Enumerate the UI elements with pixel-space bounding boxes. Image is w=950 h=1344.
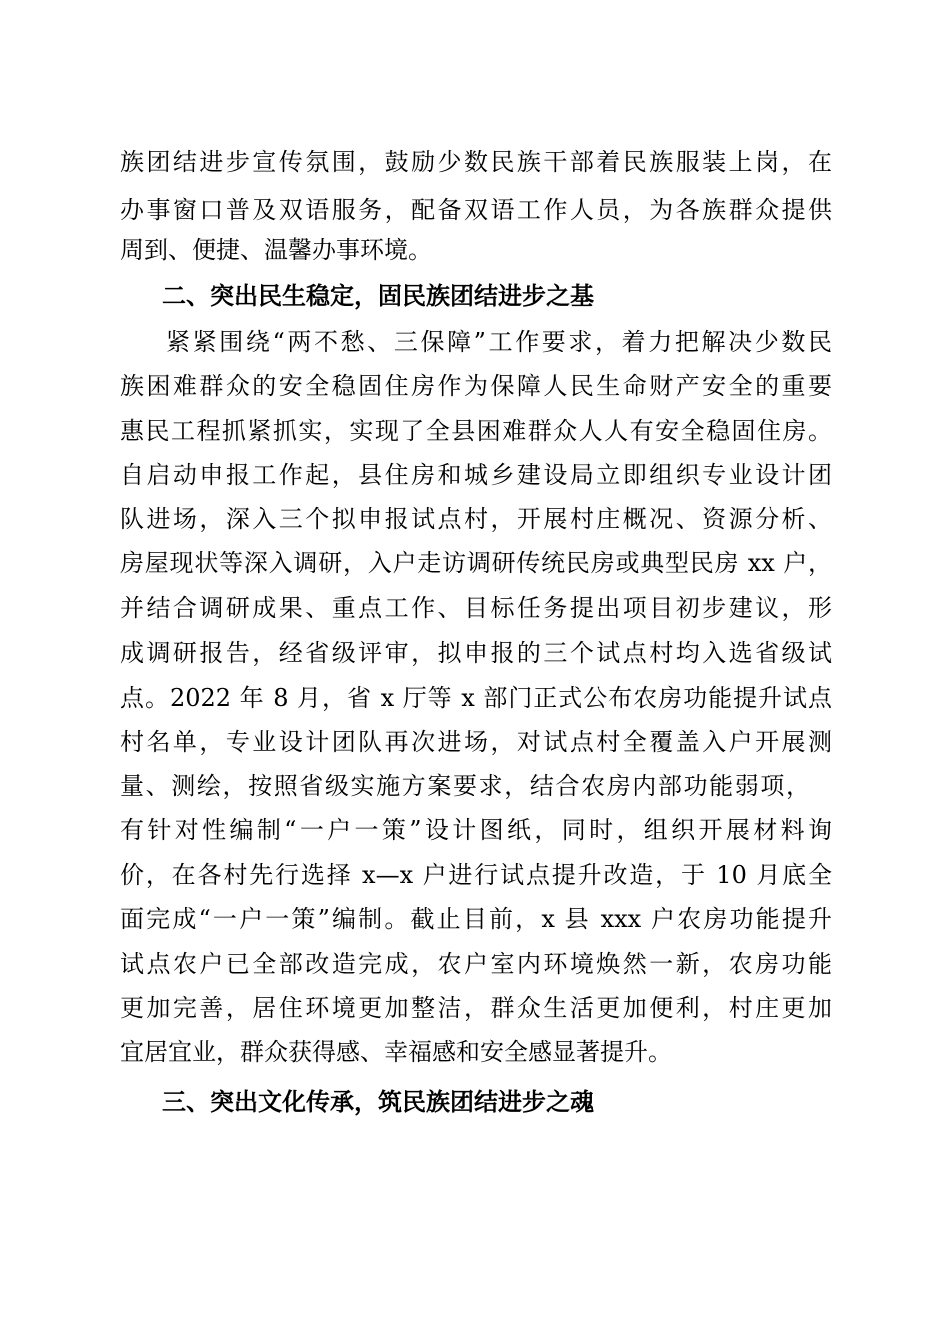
paragraph-line: 房屋现状等深入调研，入户走访调研传统民房或典型民房 xx 户，: [120, 549, 832, 577]
paragraph-line: 点。2022 年 8 月，省 x 厅等 x 部门正式公布农房功能提升试点: [120, 684, 832, 712]
paragraph-line: 族困难群众的安全稳固住房作为保障人民生命财产安全的重要: [120, 372, 832, 400]
paragraph-line: 村名单，专业设计团队再次进场，对试点村全覆盖入户开展测: [120, 728, 832, 756]
paragraph-line: 自启动申报工作起，县住房和城乡建设局立即组织专业设计团: [120, 461, 832, 489]
paragraph-line: 办事窗口普及双语服务，配备双语工作人员，为各族群众提供: [120, 196, 832, 224]
paragraph-line: 族团结进步宣传氛围，鼓励少数民族干部着民族服装上岗，在: [120, 148, 832, 176]
paragraph-line: 周到、便捷、温馨办事环境。: [120, 236, 432, 264]
paragraph-line: 紧紧围绕“两不愁、三保障”工作要求，着力把解决少数民: [166, 328, 832, 356]
paragraph-line: 量、测绘，按照省级实施方案要求，结合农房内部功能弱项，: [120, 772, 810, 800]
paragraph-line: 面完成“一户一策”编制。截止目前，x 县 xxx 户农房功能提升: [120, 905, 832, 933]
paragraph-line: 更加完善，居住环境更加整洁，群众生活更加便利，村庄更加: [120, 994, 832, 1022]
section-heading-2: 二、突出民生稳定，固民族团结进步之基: [162, 282, 594, 310]
paragraph-line: 并结合调研成果、重点工作、目标任务提出项目初步建议，形: [120, 594, 832, 622]
paragraph-line: 队进场，深入三个拟申报试点村，开展村庄概况、资源分析、: [120, 505, 832, 533]
paragraph-line: 成调研报告，经省级评审，拟申报的三个试点村均入选省级试: [120, 639, 832, 667]
section-heading-3: 三、突出文化传承，筑民族团结进步之魂: [162, 1088, 594, 1116]
paragraph-line: 有针对性编制“一户一策”设计图纸，同时，组织开展材料询: [120, 816, 832, 844]
paragraph-line: 价，在各村先行选择 x—x 户进行试点提升改造，于 10 月底全: [120, 861, 832, 889]
paragraph-line: 宜居宜业，群众获得感、幸福感和安全感显著提升。: [120, 1038, 672, 1066]
paragraph-line: 惠民工程抓紧抓实，实现了全县困难群众人人有安全稳固住房。: [120, 417, 832, 445]
paragraph-line: 试点农户已全部改造完成，农户室内环境焕然一新，农房功能: [120, 950, 832, 978]
